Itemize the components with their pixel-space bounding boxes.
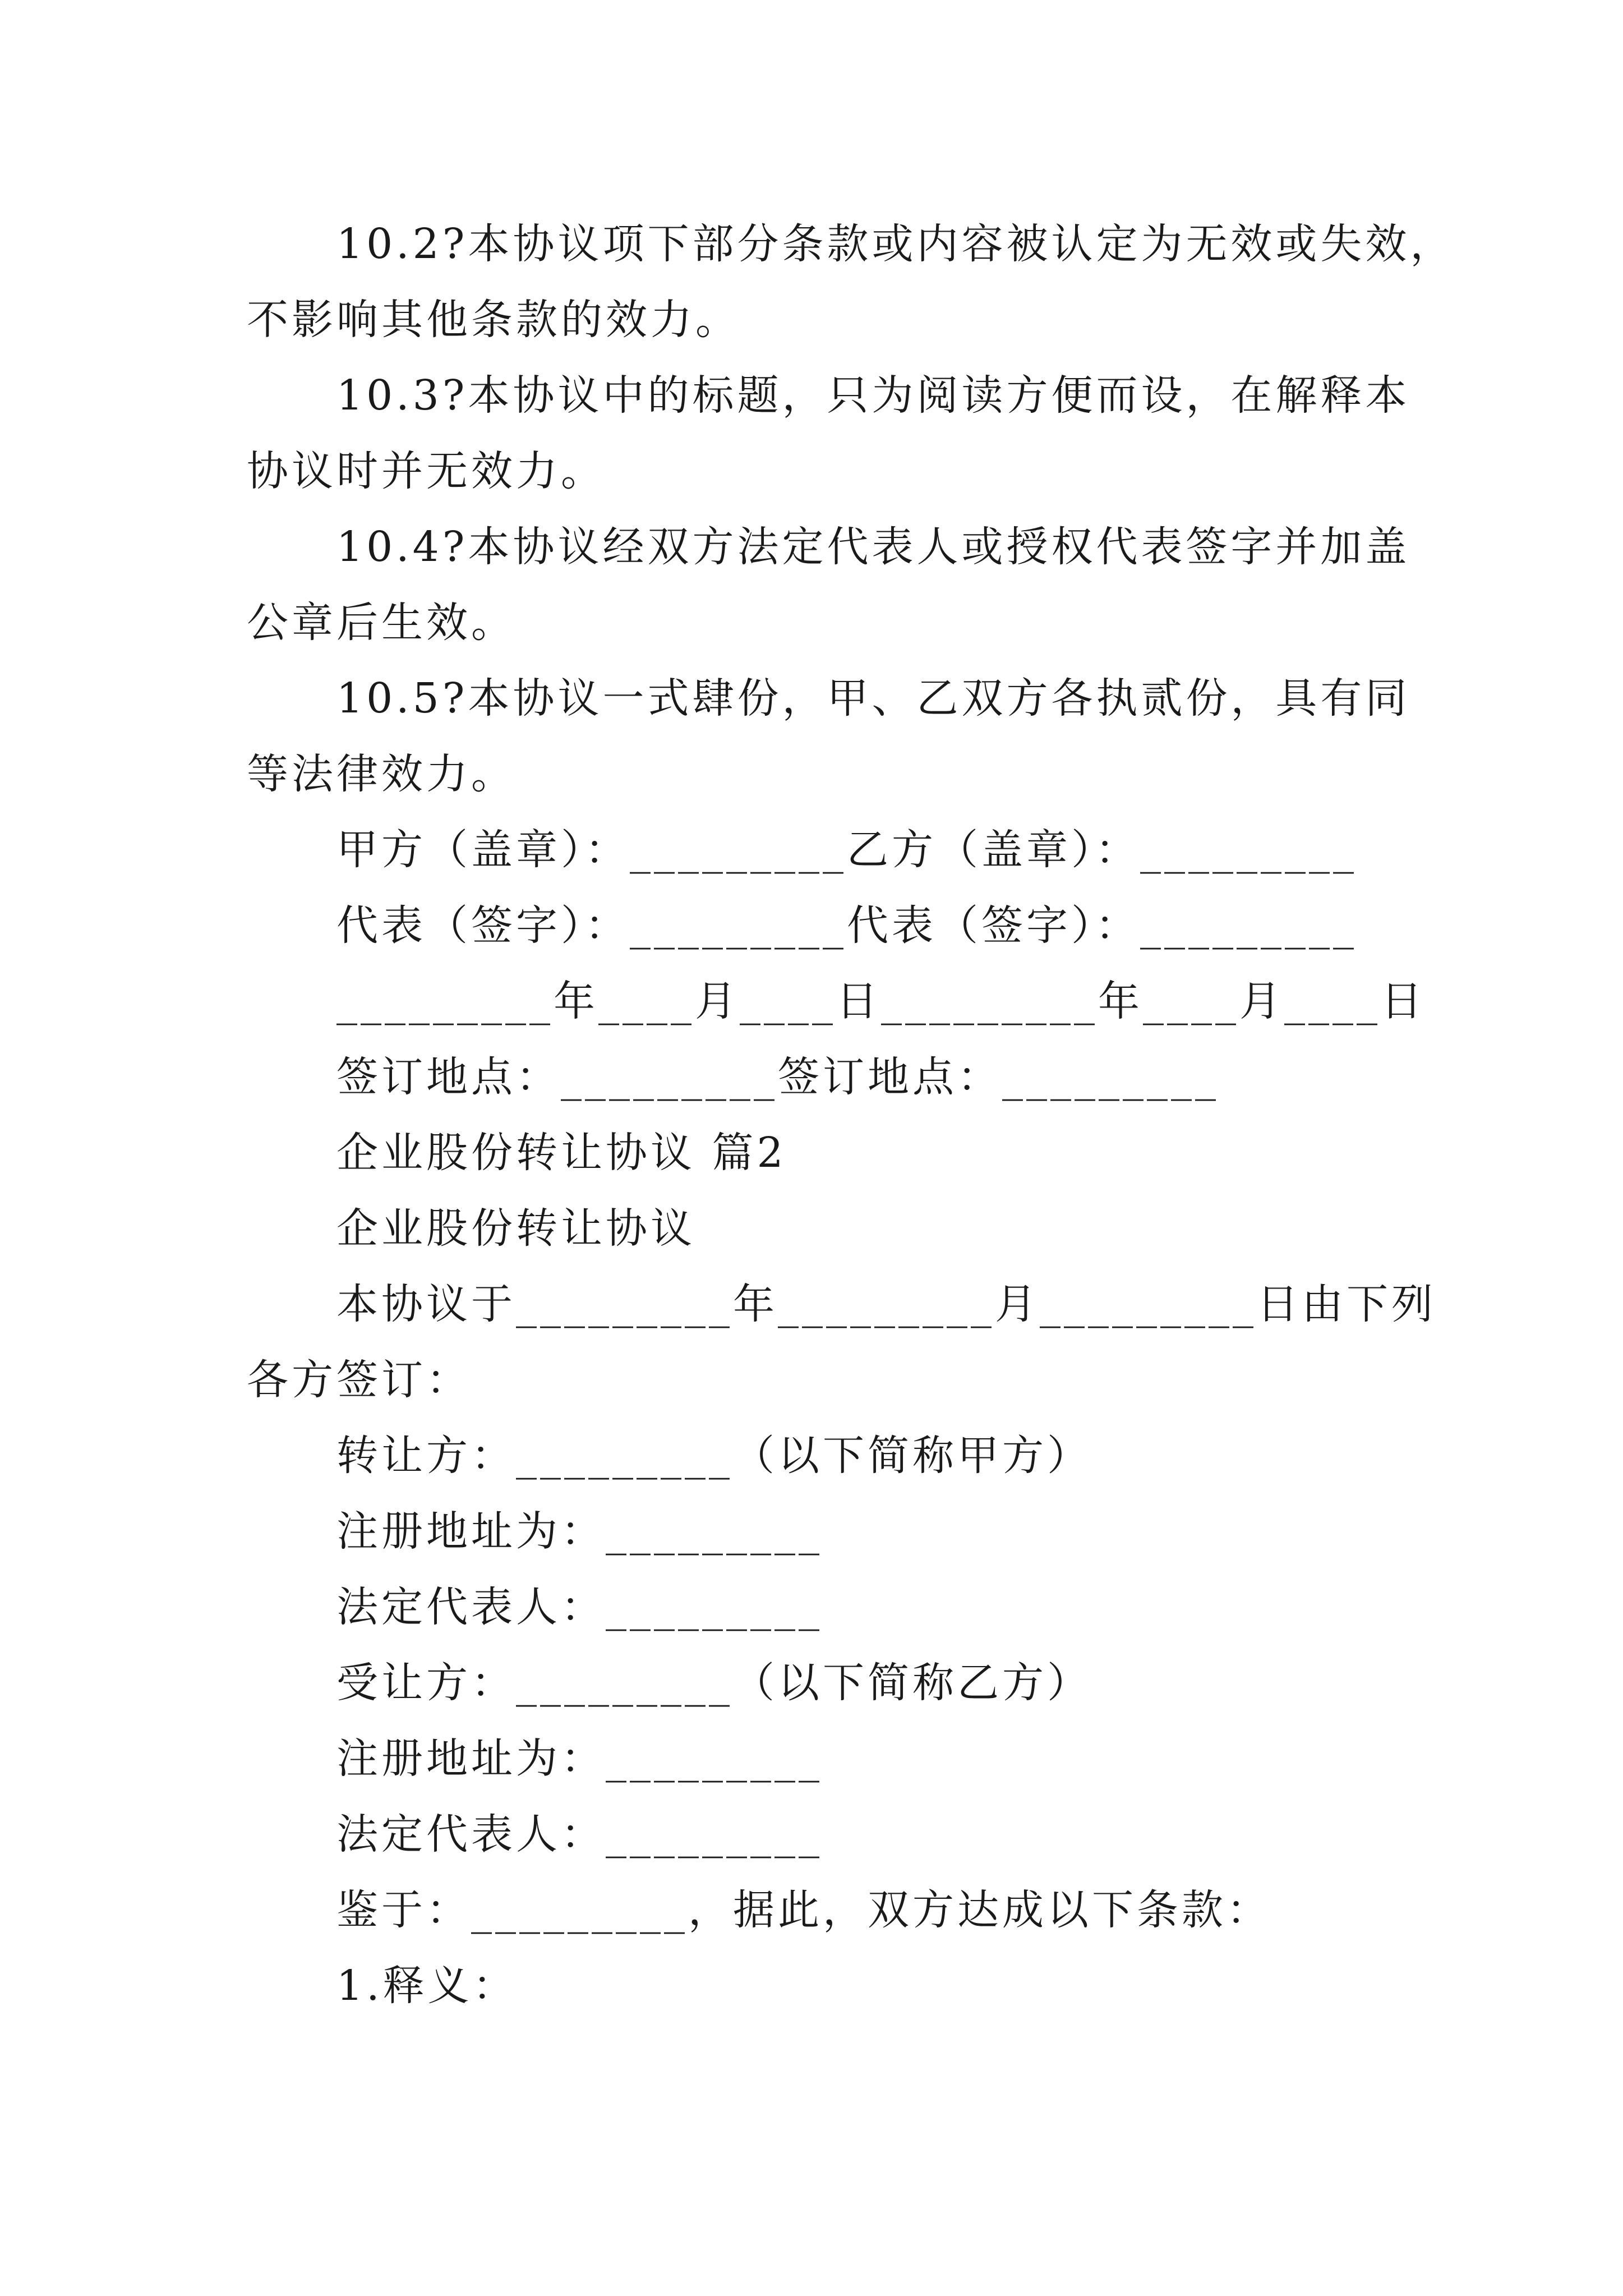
transferee-line: 受让方：_________（以下简称乙方） <box>336 1659 1092 1707</box>
clause-10-4-line-1: 10.4?本协议经双方法定代表人或授权代表签字并加盖 <box>336 523 1410 571</box>
clause-10-3-line-1: 10.3?本协议中的标题，只为阅读方便而设，在解释本 <box>336 371 1410 420</box>
whereas-line: 鉴于：_________，据此，双方达成以下条款： <box>336 1886 1271 1934</box>
clause-10-3-line-2: 协议时并无效力。 <box>247 447 606 495</box>
transferee-rep: 法定代表人：_________ <box>336 1810 823 1858</box>
preamble-line-2: 各方签订： <box>247 1356 471 1404</box>
transferor-rep: 法定代表人：_________ <box>336 1583 823 1631</box>
clause-10-5-line-1: 10.5?本协议一式肆份，甲、乙双方各执贰份，具有同 <box>336 674 1410 723</box>
clause-10-2-line-1: 10.2?本协议项下部分条款或内容被认定为无效或失效， <box>336 220 1455 268</box>
signing-place-line: 签订地点：_________签订地点：_________ <box>336 1053 1219 1101</box>
definitions-heading: 1.释义： <box>336 1962 518 2010</box>
section-heading: 企业股份转让协议 篇2 <box>336 1129 787 1177</box>
transferee-address: 注册地址为：_________ <box>336 1734 823 1783</box>
seal-line: 甲方（盖章）：_________乙方（盖章）：_________ <box>336 826 1357 874</box>
clause-10-5-line-2: 等法律效力。 <box>247 750 516 798</box>
transferor-address: 注册地址为：_________ <box>336 1507 823 1556</box>
agreement-title: 企业股份转让协议 <box>336 1204 695 1253</box>
clause-10-4-line-2: 公章后生效。 <box>247 599 516 647</box>
signature-line: 代表（签字）：_________代表（签字）：_________ <box>336 901 1357 950</box>
clause-10-2-line-2: 不影响其他条款的效力。 <box>247 296 740 344</box>
preamble-line-1: 本协议于_________年_________月_________日由下列 <box>336 1280 1436 1328</box>
transferor-line: 转让方：_________（以下简称甲方） <box>336 1432 1092 1480</box>
date-line: _________年____月____日_________年____月____日 <box>336 977 1426 1025</box>
